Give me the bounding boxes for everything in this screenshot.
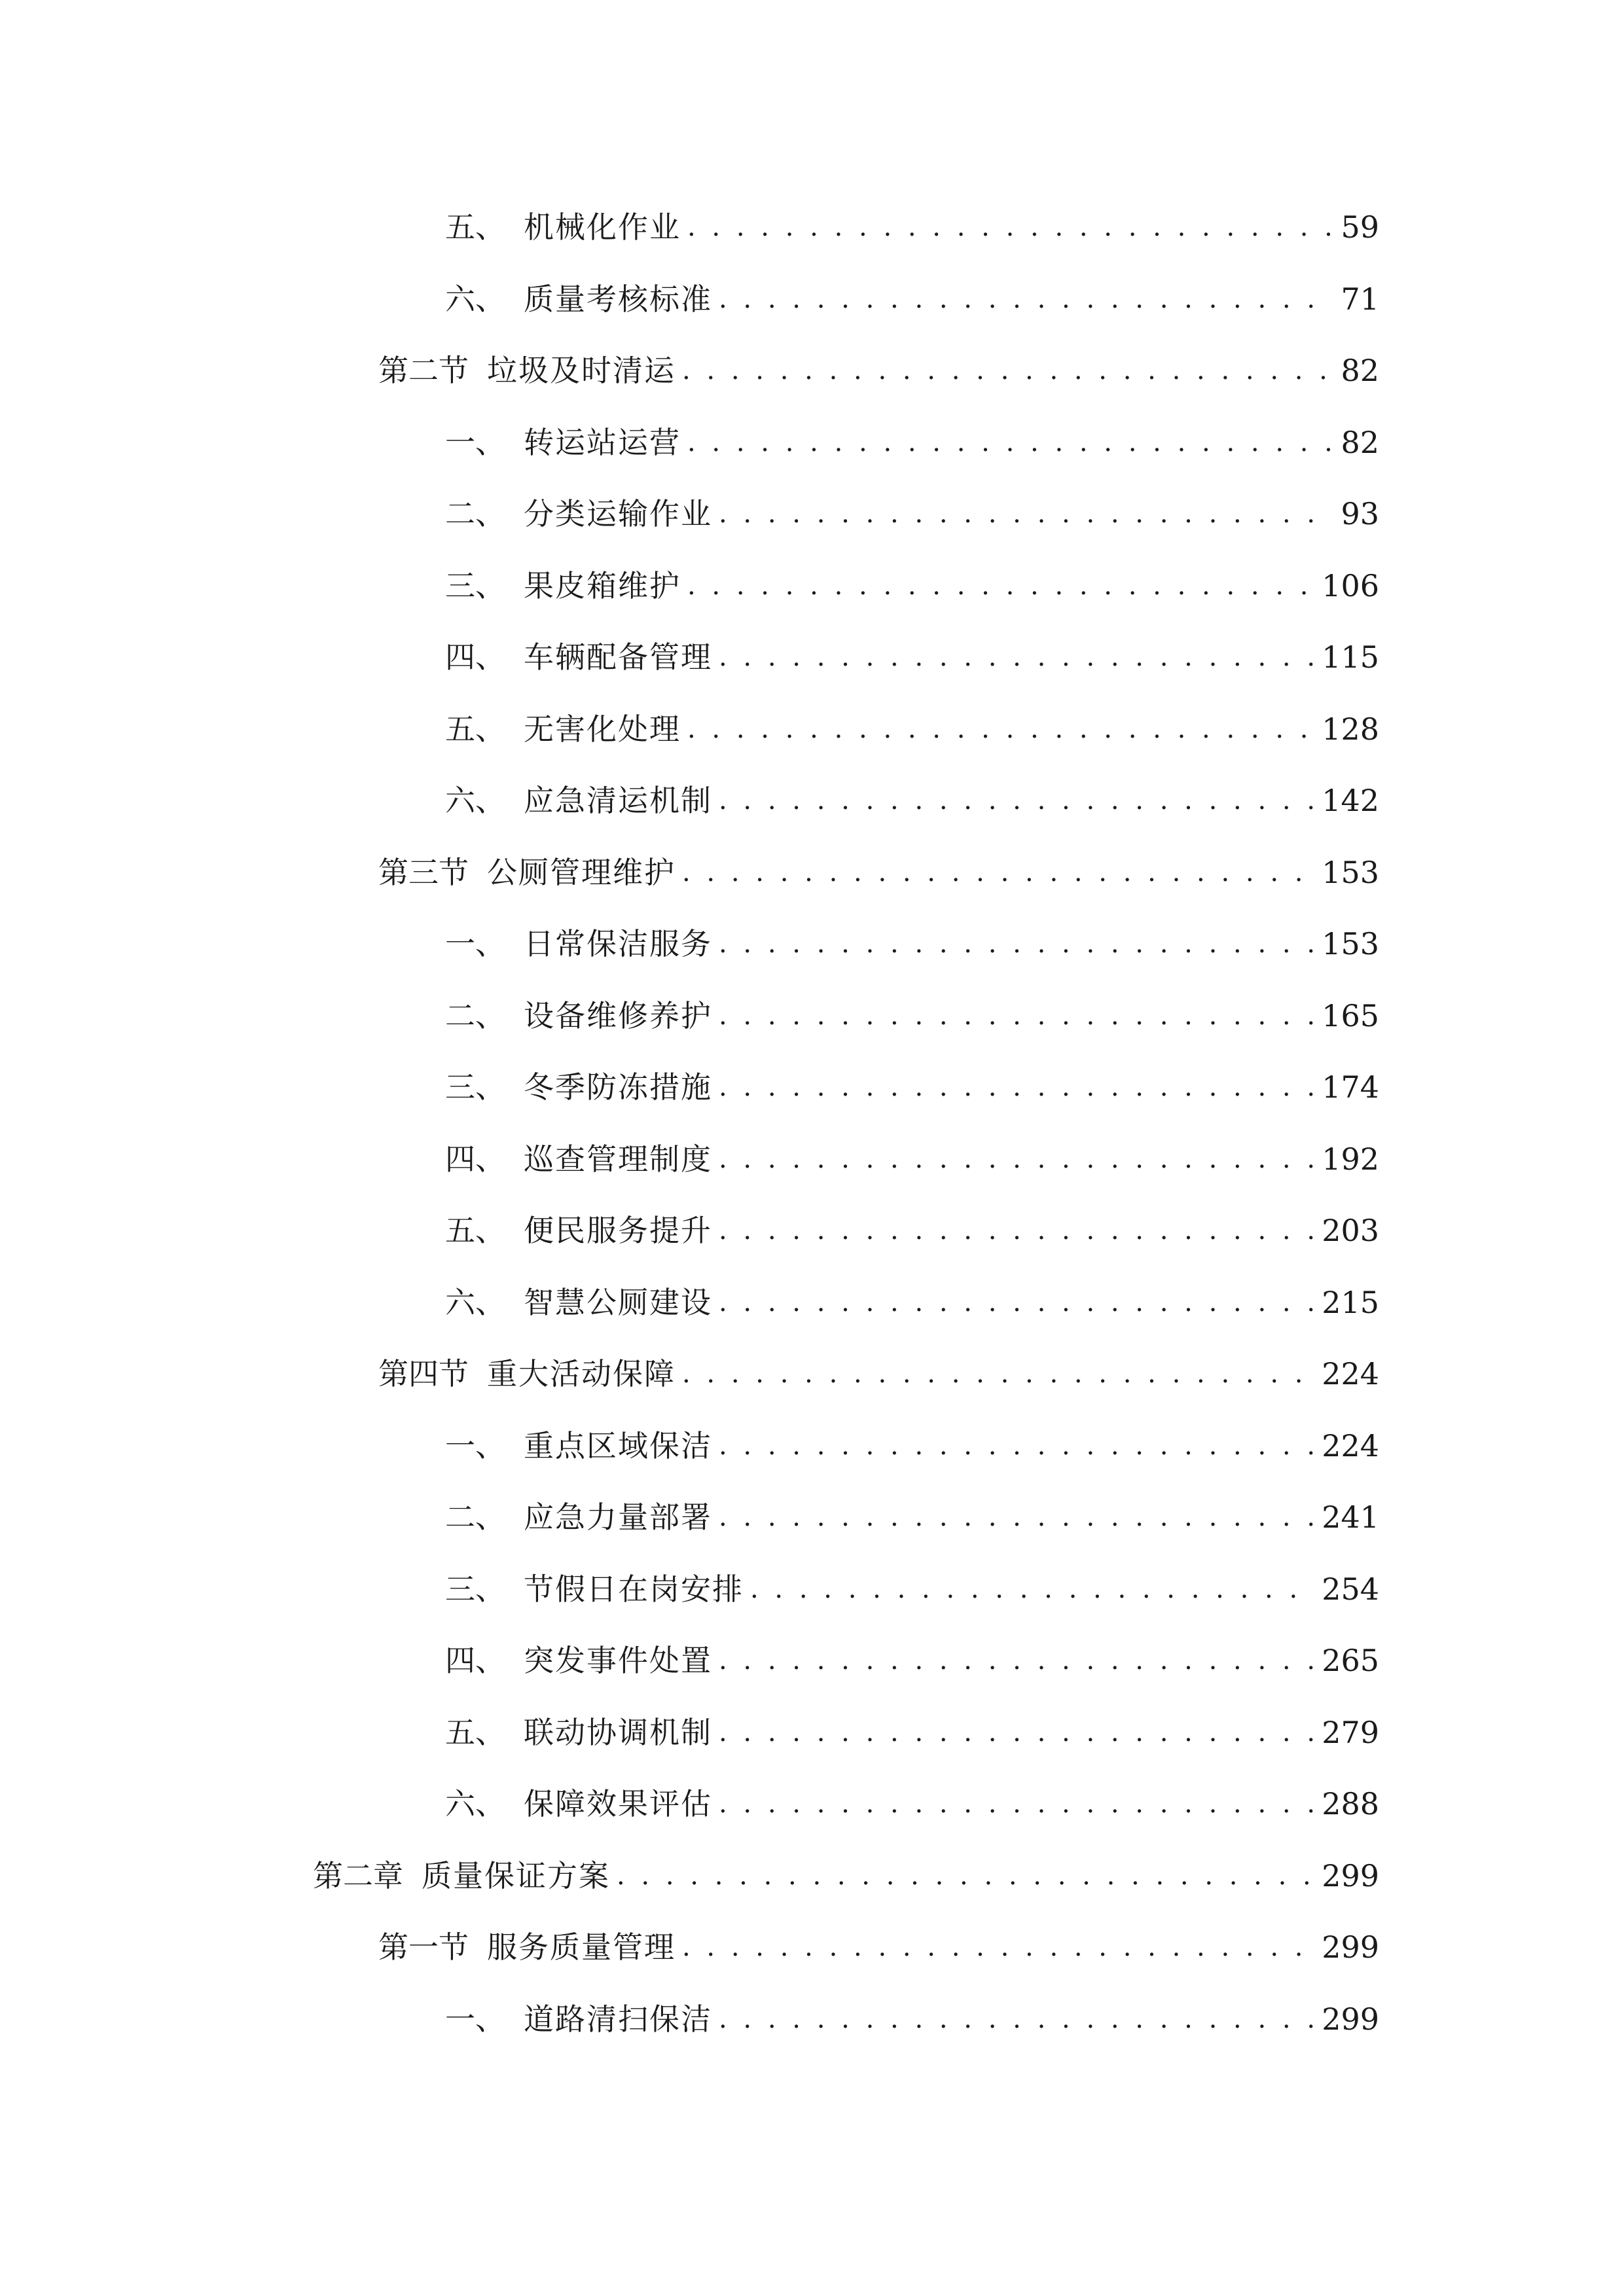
toc-entry-title: 节假日在岗安排 [524,1571,744,1607]
toc-entry-number: 第四节 [378,1356,469,1391]
toc-entry[interactable] [445,560,1379,612]
toc-entry-number: 五、 [445,1213,505,1248]
toc-entry[interactable] [378,344,1379,397]
toc-entry-title: 车辆配备管理 [524,639,712,675]
toc-entry-number: 三、 [445,1571,505,1607]
toc-entry-title: 机械化作业 [524,209,681,245]
toc-entry-title: 便民服务提升 [524,1213,712,1248]
toc-entry-page: 192 [1322,1141,1379,1177]
dot-leader [719,1778,1315,1830]
toc-entry-page: 106 [1322,568,1379,603]
toc-entry-page: 299 [1322,1929,1379,1965]
toc-entry-title: 服务质量管理 [487,1929,676,1965]
toc-entry-page: 153 [1322,855,1379,890]
toc-entry[interactable] [445,1061,1379,1113]
dot-leader [719,1204,1315,1257]
toc-entry-title: 转运站运营 [524,425,681,460]
dot-leader [719,918,1315,970]
toc-entry-title: 设备维修养护 [524,998,712,1033]
toc-entry-title: 日常保洁服务 [524,926,712,961]
toc-entry[interactable] [445,1276,1379,1329]
toc-entry[interactable] [445,1563,1379,1615]
toc-entry-number: 四、 [445,1141,505,1177]
toc-entry-page: 59 [1341,209,1379,245]
dot-leader [682,846,1315,899]
toc-entry-page: 288 [1322,1786,1379,1821]
toc-entry-number: 六、 [445,1285,505,1320]
toc-entry-title: 重大活动保障 [487,1356,676,1391]
toc-entry[interactable] [445,273,1379,325]
toc-entry-number: 二、 [445,496,505,531]
toc-entry[interactable] [445,1204,1379,1257]
toc-entry[interactable] [445,703,1379,755]
toc-entry-number: 第三节 [378,855,469,890]
toc-entry[interactable] [313,1850,1379,1902]
toc-entry-number: 五、 [445,1715,505,1750]
toc-entry-number: 一、 [445,1428,505,1463]
toc-entry-number: 四、 [445,639,505,675]
toc-entry-title: 道路清扫保洁 [524,2001,712,2037]
toc-entry[interactable] [445,201,1379,253]
toc-entry[interactable] [378,1921,1379,1973]
toc-entry[interactable] [445,1133,1379,1185]
toc-entry-number: 二、 [445,1499,505,1535]
dot-leader [682,1921,1315,1973]
dot-leader [719,273,1333,325]
toc-entry-number: 第二节 [378,353,469,388]
dot-leader [719,1706,1315,1759]
dot-leader [719,1061,1315,1113]
toc-entry[interactable] [445,918,1379,970]
toc-entry[interactable] [445,990,1379,1042]
toc-entry-number: 五、 [445,711,505,747]
toc-entry-number: 六、 [445,281,505,317]
toc-entry-page: 224 [1322,1356,1379,1391]
dot-leader [687,416,1333,469]
dot-leader [682,1348,1315,1400]
toc-entry[interactable] [445,1706,1379,1759]
toc-entry-title: 分类运输作业 [524,496,712,531]
dot-leader [719,1420,1315,1472]
toc-entry-page: 71 [1341,281,1379,317]
toc-entry-page: 128 [1322,711,1379,747]
dot-leader [617,1850,1315,1902]
toc-entry-page: 265 [1322,1643,1379,1678]
toc-entry-page: 153 [1322,926,1379,961]
dot-leader [750,1563,1315,1615]
toc-entry[interactable] [445,1993,1379,2045]
toc-entry-title: 保障效果评估 [524,1786,712,1821]
toc-entry-page: 215 [1322,1285,1379,1320]
toc-entry-page: 241 [1322,1499,1379,1535]
toc-entry-title: 重点区域保洁 [524,1428,712,1463]
dot-leader [719,1276,1315,1329]
toc-entry-title: 质量保证方案 [422,1858,610,1893]
toc-entry[interactable] [445,774,1379,827]
dot-leader [719,990,1315,1042]
dot-leader [719,774,1315,827]
toc-entry[interactable] [445,1634,1379,1687]
dot-leader [719,1133,1315,1185]
dot-leader [687,703,1315,755]
toc-entry-title: 突发事件处置 [524,1643,712,1678]
toc-entry-title: 应急力量部署 [524,1499,712,1535]
toc-entry-page: 174 [1322,1069,1379,1105]
toc-entry-title: 果皮箱维护 [524,568,681,603]
toc-entry-page: 254 [1322,1571,1379,1607]
toc-entry-page: 142 [1322,783,1379,818]
toc-entry-page: 115 [1322,639,1379,675]
toc-entry[interactable] [445,416,1379,469]
toc-entry-number: 五、 [445,209,505,245]
toc-entry-title: 巡查管理制度 [524,1141,712,1177]
toc-entry-title: 智慧公厕建设 [524,1285,712,1320]
dot-leader [719,1634,1315,1687]
toc-entry-page: 299 [1322,2001,1379,2037]
toc-entry-page: 82 [1341,353,1379,388]
toc-entry[interactable] [445,1778,1379,1830]
toc-entry[interactable] [378,1348,1379,1400]
toc-entry-title: 联动协调机制 [524,1715,712,1750]
dot-leader [719,1491,1315,1543]
toc-entry-number: 一、 [445,926,505,961]
dot-leader [719,1993,1315,2045]
dot-leader [687,201,1333,253]
toc-entry-title: 应急清运机制 [524,783,712,818]
toc-entry-number: 一、 [445,425,505,460]
toc-entry-number: 三、 [445,1069,505,1105]
toc-entry-page: 165 [1322,998,1379,1033]
toc-entry[interactable] [378,846,1379,899]
toc-entry-title: 质量考核标准 [524,281,712,317]
toc-entry-number: 一、 [445,2001,505,2037]
toc-entry-number: 六、 [445,783,505,818]
toc-entry-title: 冬季防冻措施 [524,1069,712,1105]
toc-entry-number: 六、 [445,1786,505,1821]
dot-leader [687,560,1315,612]
toc-entry-number: 第二章 [313,1858,403,1893]
toc-entry[interactable] [445,1420,1379,1472]
toc-entry-number: 四、 [445,1643,505,1678]
toc-entry-title: 公厕管理维护 [487,855,676,890]
toc-entry[interactable] [445,631,1379,683]
toc-entry-number: 三、 [445,568,505,603]
dot-leader [719,488,1333,540]
toc-entry[interactable] [445,1491,1379,1543]
toc-entry-title: 无害化处理 [524,711,681,747]
toc-entry-number: 第一节 [378,1929,469,1965]
toc-entry-number: 二、 [445,998,505,1033]
toc-entry-page: 203 [1322,1213,1379,1248]
dot-leader [682,344,1333,397]
toc-entry[interactable] [445,488,1379,540]
toc-entry-title: 垃圾及时清运 [487,353,676,388]
dot-leader [719,631,1315,683]
toc-entry-page: 224 [1322,1428,1379,1463]
toc-entry-page: 82 [1341,425,1379,460]
toc-entry-page: 93 [1341,496,1379,531]
toc-entry-page: 299 [1322,1858,1379,1893]
toc-entry-page: 279 [1322,1715,1379,1750]
